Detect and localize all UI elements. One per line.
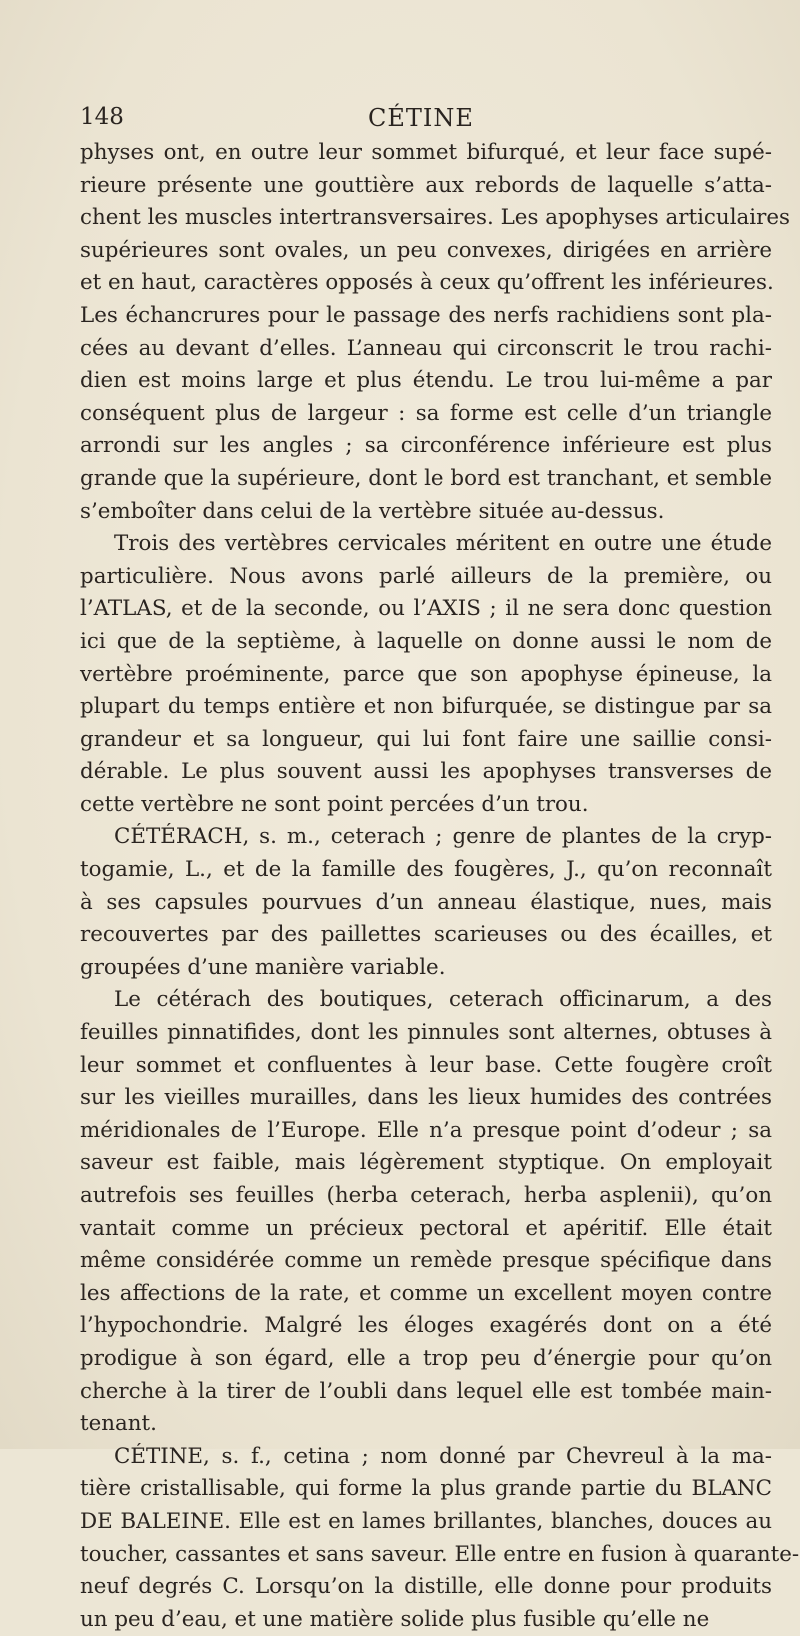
text-line: neuf degrés C. Lorsqu’on la distille, elle donne pour produits (80, 1574, 772, 1600)
text-line: recouvertes par des paillettes scarieuses ou des écailles, et (80, 922, 772, 948)
text-line: les affections de la rate, et comme un excellent moyen contre (80, 1280, 772, 1306)
text-line: leur sommet et confluentes à leur base. Cette fougère croît (80, 1052, 772, 1078)
text-line: particulière. Nous avons parlé ailleurs de la première, ou (80, 563, 772, 589)
text-line: prodigue à son égard, elle a trop peu d’énergie pour qu’on (80, 1345, 772, 1371)
text-line: dérable. Le plus souvent aussi les apophyses transverses de (80, 759, 772, 785)
text-line: supérieures sont ovales, un peu convexes, dirigées en arrière (80, 237, 772, 263)
text-line: même considérée comme un remède presque spécifique dans (80, 1248, 772, 1274)
entry-ceterach (80, 821, 772, 984)
text-line: sur les vieilles murailles, dans les lieux humides des contrées (80, 1085, 772, 1111)
text-line: l’ATLAS, et de la seconde, ou l’AXIS ; il ne sera donc question (80, 596, 772, 622)
page-header (80, 104, 720, 138)
text-line: Trois des vertèbres cervicales méritent en outre une étude (114, 531, 772, 557)
text-line: tenant. (80, 1411, 157, 1437)
text-line: plupart du temps entière et non bifurquée, se distingue par sa (80, 694, 772, 720)
text-line: Le cétérach des boutiques, ceterach officinarum, a des (114, 987, 772, 1013)
text-line: l’hypochondrie. Malgré les éloges exagérés dont on a été (80, 1313, 772, 1339)
text-line: saveur est faible, mais légèrement styptique. On employait (80, 1150, 772, 1176)
paragraph-cervical-vertebrae (80, 528, 772, 821)
text-line: méridionales de l’Europe. Elle n’a presque point d’odeur ; sa (80, 1117, 772, 1143)
text-line: DE BALEINE. Elle est en lames brillantes, blanches, douces au (80, 1508, 772, 1534)
text-line: CÉTÉRACH, s. m., ceterach ; genre de plantes de la cryp- (114, 824, 772, 850)
text-line: cette vertèbre ne sont point percées d’un trou. (80, 791, 589, 817)
text-line: cherche à la tirer de l’oubli dans lequel elle est tombée main- (80, 1378, 772, 1404)
text-line: ici que de la septième, à laquelle on donne aussi le nom de (80, 628, 772, 654)
text-line: s’emboîter dans celui de la vertèbre située au-dessus. (80, 498, 665, 524)
text-line: vertèbre proéminente, parce que son apophyse épineuse, la (80, 661, 772, 687)
text-body (80, 137, 800, 1636)
text-line: arrondi sur les angles ; sa circonférence inférieure est plus (80, 433, 772, 459)
text-line: groupées d’une manière variable. (80, 954, 446, 980)
text-line: toucher, cassantes et sans saveur. Elle entre en fusion à quarante- (80, 1541, 800, 1567)
entry-cetine (80, 1441, 800, 1636)
paragraph-vertebrae-description (80, 137, 790, 528)
text-line: conséquent plus de largeur : sa forme est celle d’un triangle (80, 400, 772, 426)
text-line: autrefois ses feuilles (herba ceterach, herba asplenii), qu’on (80, 1183, 772, 1208)
text-line: dien est moins large et plus étendu. Le trou lui-même a par (80, 368, 772, 394)
running-head: CÉTINE (368, 104, 474, 132)
text-line: à ses capsules pourvues d’un anneau élastique, nues, mais (80, 889, 772, 915)
text-line: chent les muscles intertransversaires. Les apophyses articulaires (80, 205, 790, 231)
text-line: vantait comme un précieux pectoral et apéritif. Elle était (80, 1215, 772, 1241)
text-line: togamie, L., et de la famille des fougères, J., qu’on reconnaît (80, 857, 772, 883)
text-line: cées au devant d’elles. L’anneau qui circonscrit le trou rachi- (80, 335, 772, 361)
text-line: Les échancrures pour le passage des nerfs rachidiens sont pla- (80, 302, 772, 328)
text-line: physes ont, en outre leur sommet bifurqué, et leur face supé- (80, 140, 772, 165)
text-line: et en haut, caractères opposés à ceux qu’offrent les inférieures. (80, 270, 774, 296)
text-line: un peu d’eau, et une matière solide plus fusible qu’elle ne (80, 1606, 710, 1632)
text-line: grandeur et sa longueur, qui lui font faire une saillie consi- (80, 726, 772, 752)
text-line: tière cristallisable, qui forme la plus grande partie du BLANC (80, 1476, 772, 1502)
paragraph-ceterach-officinarum (80, 984, 772, 1440)
text-line: CÉTINE, s. f., cetina ; nom donné par Chevreul à la ma- (114, 1443, 772, 1469)
text-line: grande que la supérieure, dont le bord est tranchant, et semble (80, 465, 772, 491)
page-number: 148 (80, 104, 124, 130)
text-line: feuilles pinnatifides, dont les pinnules sont alternes, obtuses à (80, 1020, 772, 1046)
text-line: rieure présente une gouttière aux rebords de laquelle s’atta- (80, 172, 772, 198)
